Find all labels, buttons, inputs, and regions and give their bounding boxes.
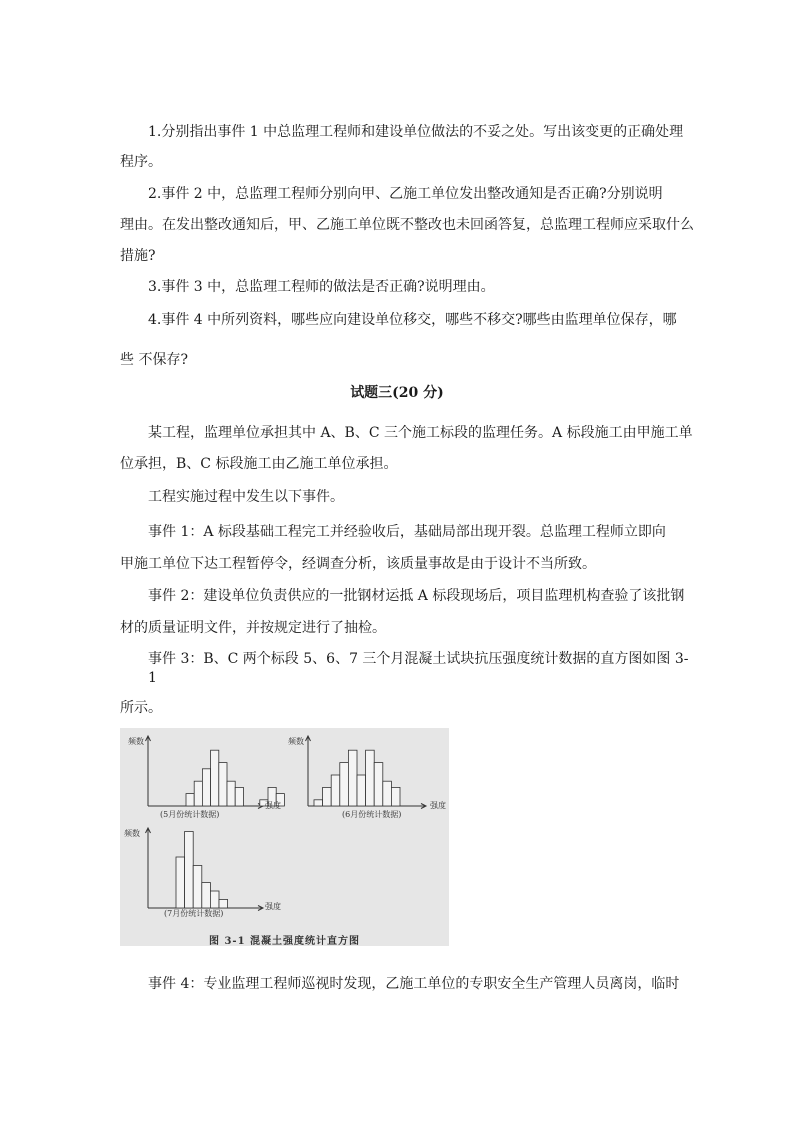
section-title: 试题三(20 分) <box>350 385 444 401</box>
histogram-bar <box>323 787 332 806</box>
event-1-line-1: 事件 1：A 标段基础工程完工并经验收后，基础局部出现开裂。总监理工程师立即向 <box>148 524 666 540</box>
histogram-bar <box>227 781 235 806</box>
event-1-line-2: 甲施工单位下达工程暂停令，经调查分析，该质量事故是由于设计不当所致。 <box>120 556 596 572</box>
y-axis-label: 频数 <box>128 737 144 746</box>
histogram-bar <box>186 794 194 806</box>
question-1-line-1: 1.分别指出事件 1 中总监理工程师和建设单位做法的不妥之处。写出该变更的正确处理 <box>148 124 684 140</box>
question-4-line-2: 些 不保存? <box>120 352 188 368</box>
event-3-line-3: 所示。 <box>120 700 162 716</box>
histogram-bar <box>383 781 392 806</box>
event-3-line-2: 1 <box>148 670 157 686</box>
histogram-bar <box>391 787 400 806</box>
histogram-charts <box>120 728 449 946</box>
chart-subtitle: (6月份统计数据) <box>342 810 402 819</box>
histogram-bar <box>235 787 243 806</box>
histogram-bar <box>340 763 349 806</box>
histogram-bar <box>348 750 357 806</box>
event-2-line-2: 材的质量证明文件，并按规定进行了抽检。 <box>120 620 386 636</box>
chart-subtitle: (7月份统计数据) <box>164 909 224 918</box>
histogram-bar <box>219 900 228 909</box>
event-4-line: 事件 4：专业监理工程师巡视时发现，乙施工单位的专职安全生产管理人员离岗，临时 <box>148 976 680 992</box>
x-axis-label: 强度 <box>265 902 281 911</box>
body-paragraph-1-line-1: 某工程，监理单位承担其中 A、B、C 三个施工标段的监理任务。A 标段施工由甲施工单 <box>148 425 693 441</box>
histogram-bar <box>194 781 202 806</box>
histogram-bar <box>211 750 219 806</box>
question-2-line-1: 2.事件 2 中，总监理工程师分别向甲、乙施工单位发出整改通知是否正确?分别说明 <box>148 186 663 202</box>
body-paragraph-1-line-2: 位承担，B、C 标段施工由乙施工单位承担。 <box>120 456 398 472</box>
histogram-bar <box>210 891 219 908</box>
y-axis-label: 频数 <box>288 737 304 746</box>
histogram-figure <box>120 728 449 946</box>
histogram-bar <box>374 763 383 806</box>
y-axis-label: 频数 <box>124 829 140 838</box>
chart-subtitle: (5月份统计数据) <box>160 810 220 819</box>
question-3-line: 3.事件 3 中，总监理工程师的做法是否正确?说明理由。 <box>148 279 495 295</box>
histogram-bar <box>193 866 202 909</box>
question-2-line-3: 措施? <box>120 248 156 264</box>
histogram-bar <box>202 883 211 909</box>
histogram-bar <box>202 769 210 806</box>
histogram-bar <box>357 775 366 806</box>
x-axis-label: 强度 <box>265 801 281 810</box>
body-paragraph-2: 工程实施过程中发生以下事件。 <box>148 489 344 505</box>
figure-caption: 图 3-1 混凝土强度统计直方图 <box>208 936 361 947</box>
event-2-line-1: 事件 2：建设单位负责供应的一批钢材运抵 A 标段现场后，项目监理机构查验了该批钢 <box>148 588 685 604</box>
histogram-bar <box>366 750 375 806</box>
x-axis-label: 强度 <box>430 801 446 810</box>
histogram-bar <box>185 832 194 909</box>
question-4-line-1: 4.事件 4 中所列资料，哪些应向建设单位移交，哪些不移交?哪些由监理单位保存，哪 <box>148 312 677 328</box>
histogram-bar <box>314 800 323 806</box>
histogram-bar <box>331 775 340 806</box>
question-2-line-2: 理由。在发出整改通知后，甲、乙施工单位既不整改也未回函答复，总监理工程师应采取什么 <box>120 217 694 233</box>
histogram-bar <box>219 763 227 806</box>
histogram-bar <box>176 857 185 908</box>
event-3-line-1: 事件 3：B、C 两个标段 5、6、7 三个月混凝土试块抗压强度统计数据的直方图如图 3- <box>148 651 689 667</box>
question-1-line-2: 程序。 <box>120 154 162 170</box>
